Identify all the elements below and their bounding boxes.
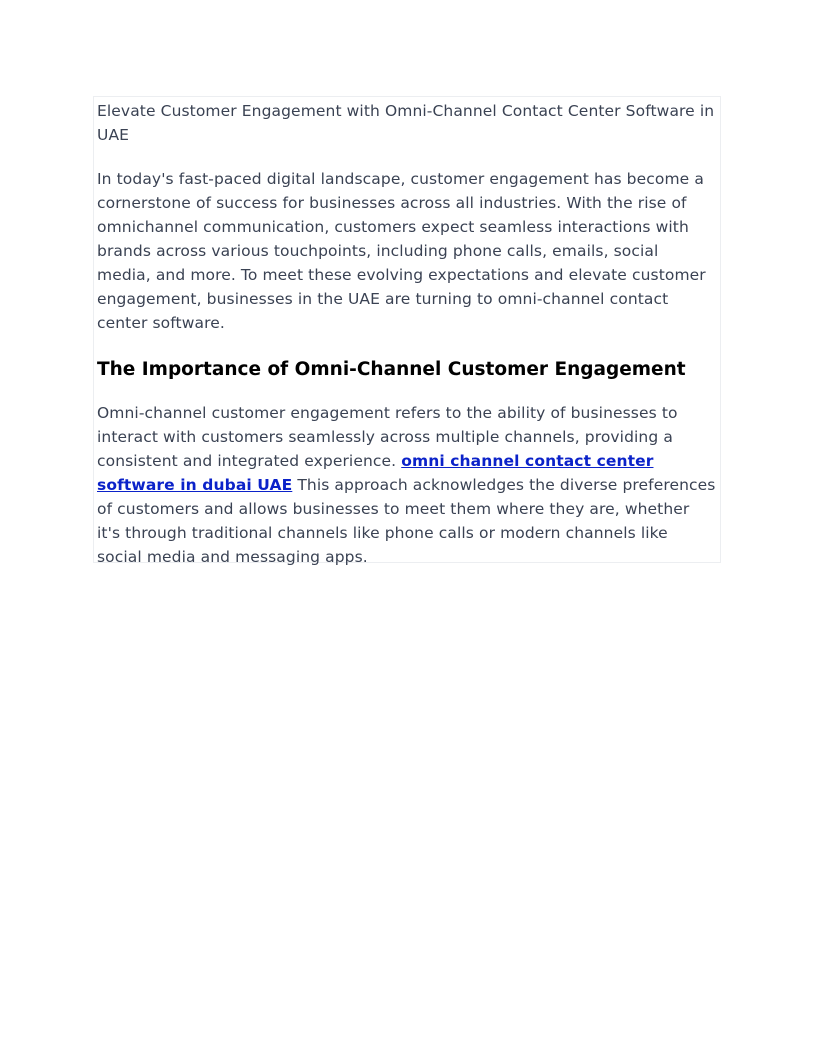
section-heading: The Importance of Omni-Channel Customer Engagement bbox=[97, 359, 686, 380]
article-container bbox=[93, 96, 721, 566]
section-paragraph bbox=[97, 401, 717, 569]
intro-paragraph: In today's fast-paced digital landscape, customer engagement has become a cornerstone of success for businesses across all industries. With the rise of omnichannel communication, customers expect seamless interactions with brands across various touchpoints, including phone calls, emails, social media, and more. To meet these evolving expectations and elevate customer engagement, businesses in the UAE are turning to omni-channel contact center software. bbox=[97, 170, 706, 332]
section-paragraph-text-after-link: This approach acknowledges the diverse preferences of customers and allows businesses to meet them where they are, whether it's through traditional channels like phone calls or modern channels like social media and messaging apps. bbox=[97, 476, 716, 566]
section-paragraph-text-before-link: Omni-channel customer engagement refers to the ability of businesses to interact with customers seamlessly across multiple channels, providing a consistent and integrated experience. bbox=[97, 404, 678, 470]
document-title: Elevate Customer Engagement with Omni-Channel Contact Center Software in UAE bbox=[97, 102, 715, 144]
omni-channel-software-link[interactable]: omni channel contact center software in dubai UAE bbox=[97, 452, 654, 494]
